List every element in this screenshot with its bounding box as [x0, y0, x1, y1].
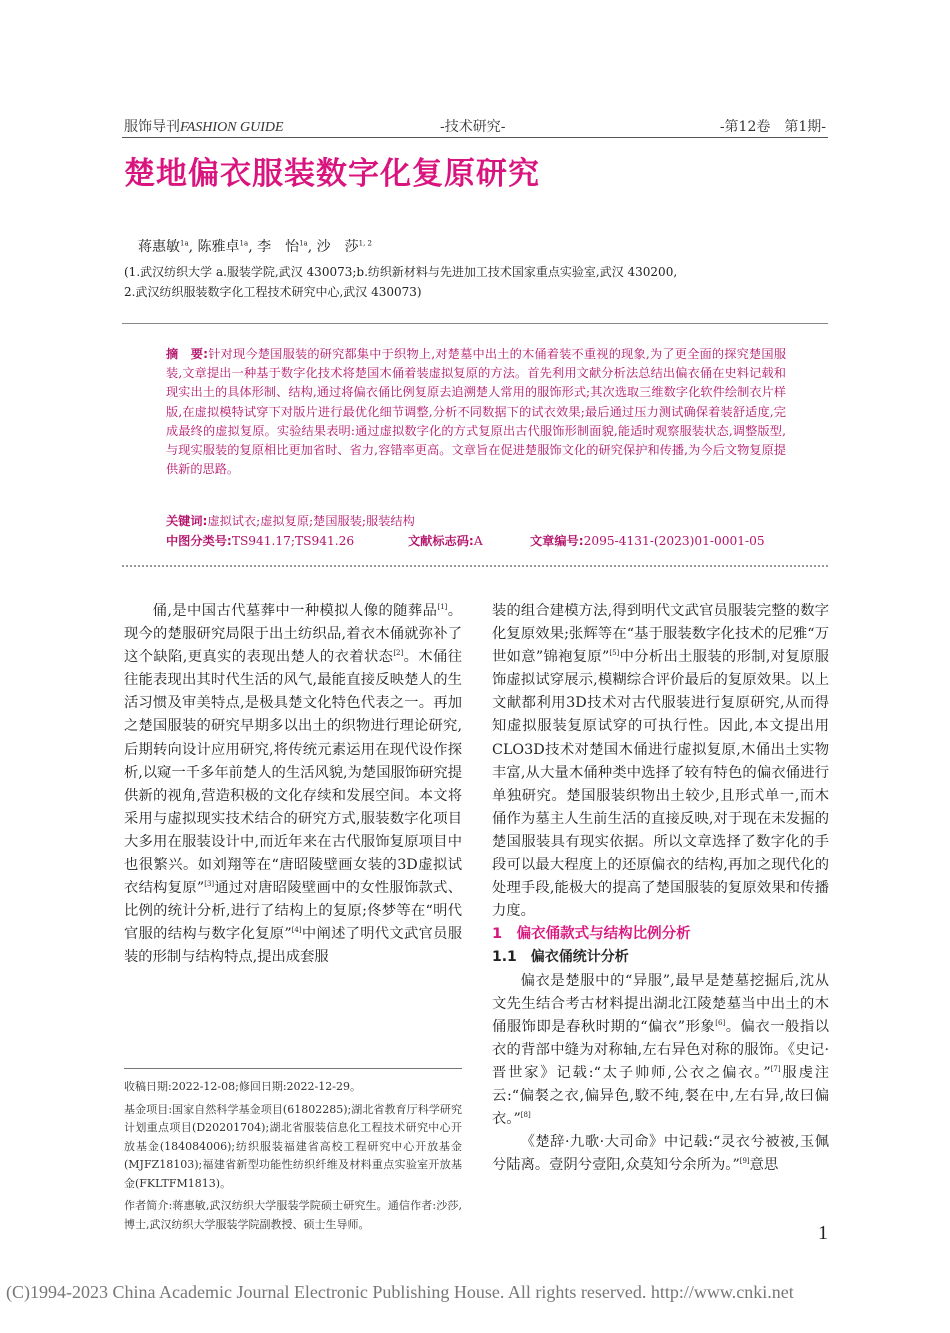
body-column-left	[124, 600, 462, 970]
doc-label: 文献标志码:	[408, 534, 474, 548]
affiliation-line: 2.武汉纺织服装数字化工程技术研究中心,武汉 430073)	[124, 285, 422, 299]
paragraph: 偏衣是楚服中的“异服”,最早是楚墓挖掘后,沈从文先生结合考古材料提出湖北江陵楚墓当中出土的木俑服饰即是春秋时期的“偏衣”形象[6]。偏衣一般指以衣的背部中缝为对称轴,左右异色对称的服饰。《史记·晋世家》记载:“太子帅师,公衣之偏衣。”[7]服虔注云:“偏裻之衣,偏异色,駮不纯,裻在中,左右异,故曰偏衣。”[8]	[492, 972, 829, 1128]
journal-name	[124, 116, 284, 136]
footnote-fund: 基金项目:国家自然科学基金项目(61802285);湖北省教育厅科学研究计划重点项目(D20201704);湖北省服装信息化工程技术研究中心开放基金(184084006);纺织服装福建省高校工程研究中心开放基金(MJFZ18103);福建省新型功能性纺织纤维及材料重点实验室开放基金(FKLTFM1813)。	[124, 1102, 462, 1190]
author-name: 蒋惠敏	[138, 239, 180, 255]
journal-name-en: FASHION GUIDE	[180, 120, 284, 135]
subsection-heading: 1.1 偏衣俑统计分析	[492, 949, 629, 966]
body-column-right	[492, 600, 829, 1177]
clc-value: TS941.17;TS941.26	[231, 534, 355, 548]
keywords	[166, 512, 415, 529]
issue-label: -第12卷 第1期-	[719, 119, 826, 135]
section-heading: 1 偏衣俑款式与结构比例分析	[492, 926, 691, 943]
author-affil-sup: 1, 2	[358, 239, 372, 248]
clc-number	[166, 532, 354, 549]
abstract-bottom-rule	[122, 565, 828, 567]
author-affil-sup: 1a	[239, 239, 249, 248]
abstract	[166, 345, 786, 479]
abstract-top-rule	[122, 323, 828, 324]
affiliation-line: (1.武汉纺织大学 a.服装学院,武汉 430073;b.纺织新材料与先进加工技术国家重点实验室,武汉 430200,	[124, 265, 678, 279]
footnote-rule	[124, 1068, 462, 1069]
header-rule	[122, 137, 828, 138]
paragraph: 《楚辞·九歌·大司命》中记载:“灵衣兮被被,玉佩兮陆离。壹阴兮壹阳,众莫知兮余所为。”[9]意思	[492, 1134, 829, 1174]
journal-name-cn: 服饰导刊	[124, 119, 180, 135]
doc-code	[408, 532, 483, 549]
author-affil-sup: 1a	[299, 239, 308, 248]
abstract-text: 针对现今楚国服装的研究都集中于织物上,对楚墓中出土的木俑着装不重视的现象,为了更全面的探究楚国服装,文章提出一种基于数字化技术将楚国木俑着装虚拟复原的方法。首先利用文献分析法总结出偏衣俑在史料记载和现实出土的具体形制、结构,通过将偏衣俑比例复原去追溯楚人常用的服饰形式;其次选取三维数字化软件绘制衣片样版,在虚拟模特试穿下对版片进行最优化细节调整,分析不同数据下的试衣效果;最后通过压力测试确保着装舒适度,完成最终的虚拟复原。实验结果表明:通过虚拟数字化的方式复原出古代服饰形制面貌,能适时观察服装状态,调整版型,与现实服装的复原相比更加省时、省力,容错率更高。文章旨在促进楚服饰文化的研究保护和传播,为今后文物复原提供新的思路。	[166, 347, 787, 477]
abstract-label: 摘 要:	[166, 347, 209, 361]
footnote-received: 收稿日期:2022-12-08;修回日期:2022-12-29。	[124, 1080, 361, 1093]
page-number: 1	[818, 1222, 828, 1244]
author-name: 陈雅卓	[197, 239, 240, 255]
section-label: -技术研究-	[440, 119, 506, 135]
footnotes	[124, 1078, 462, 1238]
affiliations	[124, 262, 830, 302]
article-number	[530, 532, 765, 549]
author-affil-sup: 1a	[180, 239, 189, 248]
author-name: 沙 莎	[316, 239, 359, 255]
paragraph: 装的组合建模方法,得到明代文武官员服装完整的数字化复原效果;张辉等在“基于服装数字化技术的尼雅“万世如意”锦袍复原”[5]中分析出土服装的形制,对复原服饰虚拟试穿展示,模糊综合评价最后的复原效果。以上文献都利用3D技术对古代服装进行复原研究,从而得知虚拟服装复原试穿的可执行性。因此,本文提出用CLO3D技术对楚国木俑进行虚拟复原,木俑出土实物丰富,从大量木俑种类中选择了较有特色的偏衣俑进行单独研究。楚国服装织物出土较少,且形式单一,而木俑作为墓主人生前生活的直接反映,对于现在未发掘的楚国服装具有现实依据。所以文章选择了数字化的手段可以最大程度上的还原偏衣的结构,再加之现代化的处理手段,能极大的提高了楚国服装的复原效果和传播力度。	[492, 603, 829, 920]
keywords-text: 虚拟试衣;虚拟复原;楚国服装;服装结构	[207, 514, 415, 528]
doc-value: A	[473, 534, 483, 548]
article-label: 文章编号:	[530, 534, 584, 548]
article-value: 2095-4131-(2023)01-0001-05	[583, 534, 765, 548]
author-name: 李 怡	[257, 239, 300, 255]
paragraph: 俑,是中国古代墓葬中一种模拟人像的随葬品[1]。现今的楚服研究局限于出土纺织品,着衣木俑就弥补了这个缺陷,更真实的表现出楚人的衣着状态[2]。木俑往往能表现出其时代生活的风气,最能直接反映楚人的生活习惯及审美特点,是极具楚文化特色代表之一。再加之楚国服装的研究早期多以出土的织物进行理论研究,后期转向设计应用研究,将传统元素运用在现代设作探析,以窥一千多年前楚人的生活风貌,为楚国服饰研究提供新的视角,营造积极的文化存续和发展空间。本文将采用与虚拟现实技术结合的研究方式,服装数字化项目大多用在服装设计中,而近年来在古代服饰复原项目中也很繁兴。如刘翔等在“唐昭陵壁画女装的3D虚拟试衣结构复原”[3]通过对唐昭陵壁画中的女性服饰款式、比例的统计分析,进行了结构上的复原;佟梦等在“明代官服的结构与数字化复原”[4]中阐述了明代文武官员服装的形制与结构特点,提出成套服	[124, 603, 463, 966]
copyright-watermark: (C)1994-2023 China Academic Journal Electronic Publishing House. All rights reserved. http://www.cnki.net	[6, 1282, 794, 1302]
author-list: 蒋惠敏$^{1a}$, 陈雅卓$^{1a}$, 李 怡$^{1a}$, 沙 莎$^{1, 2}$	[138, 239, 372, 255]
footnote-bio: 作者简介:蒋惠敏,武汉纺织大学服装学院硕士研究生。通信作者:沙莎,博士,武汉纺织大学服装学院副教授、硕士生导师。	[124, 1199, 462, 1231]
page-title: 楚地偏衣服装数字化复原研究	[124, 156, 540, 192]
keywords-label: 关键词:	[166, 514, 208, 528]
clc-label: 中图分类号:	[166, 534, 232, 548]
